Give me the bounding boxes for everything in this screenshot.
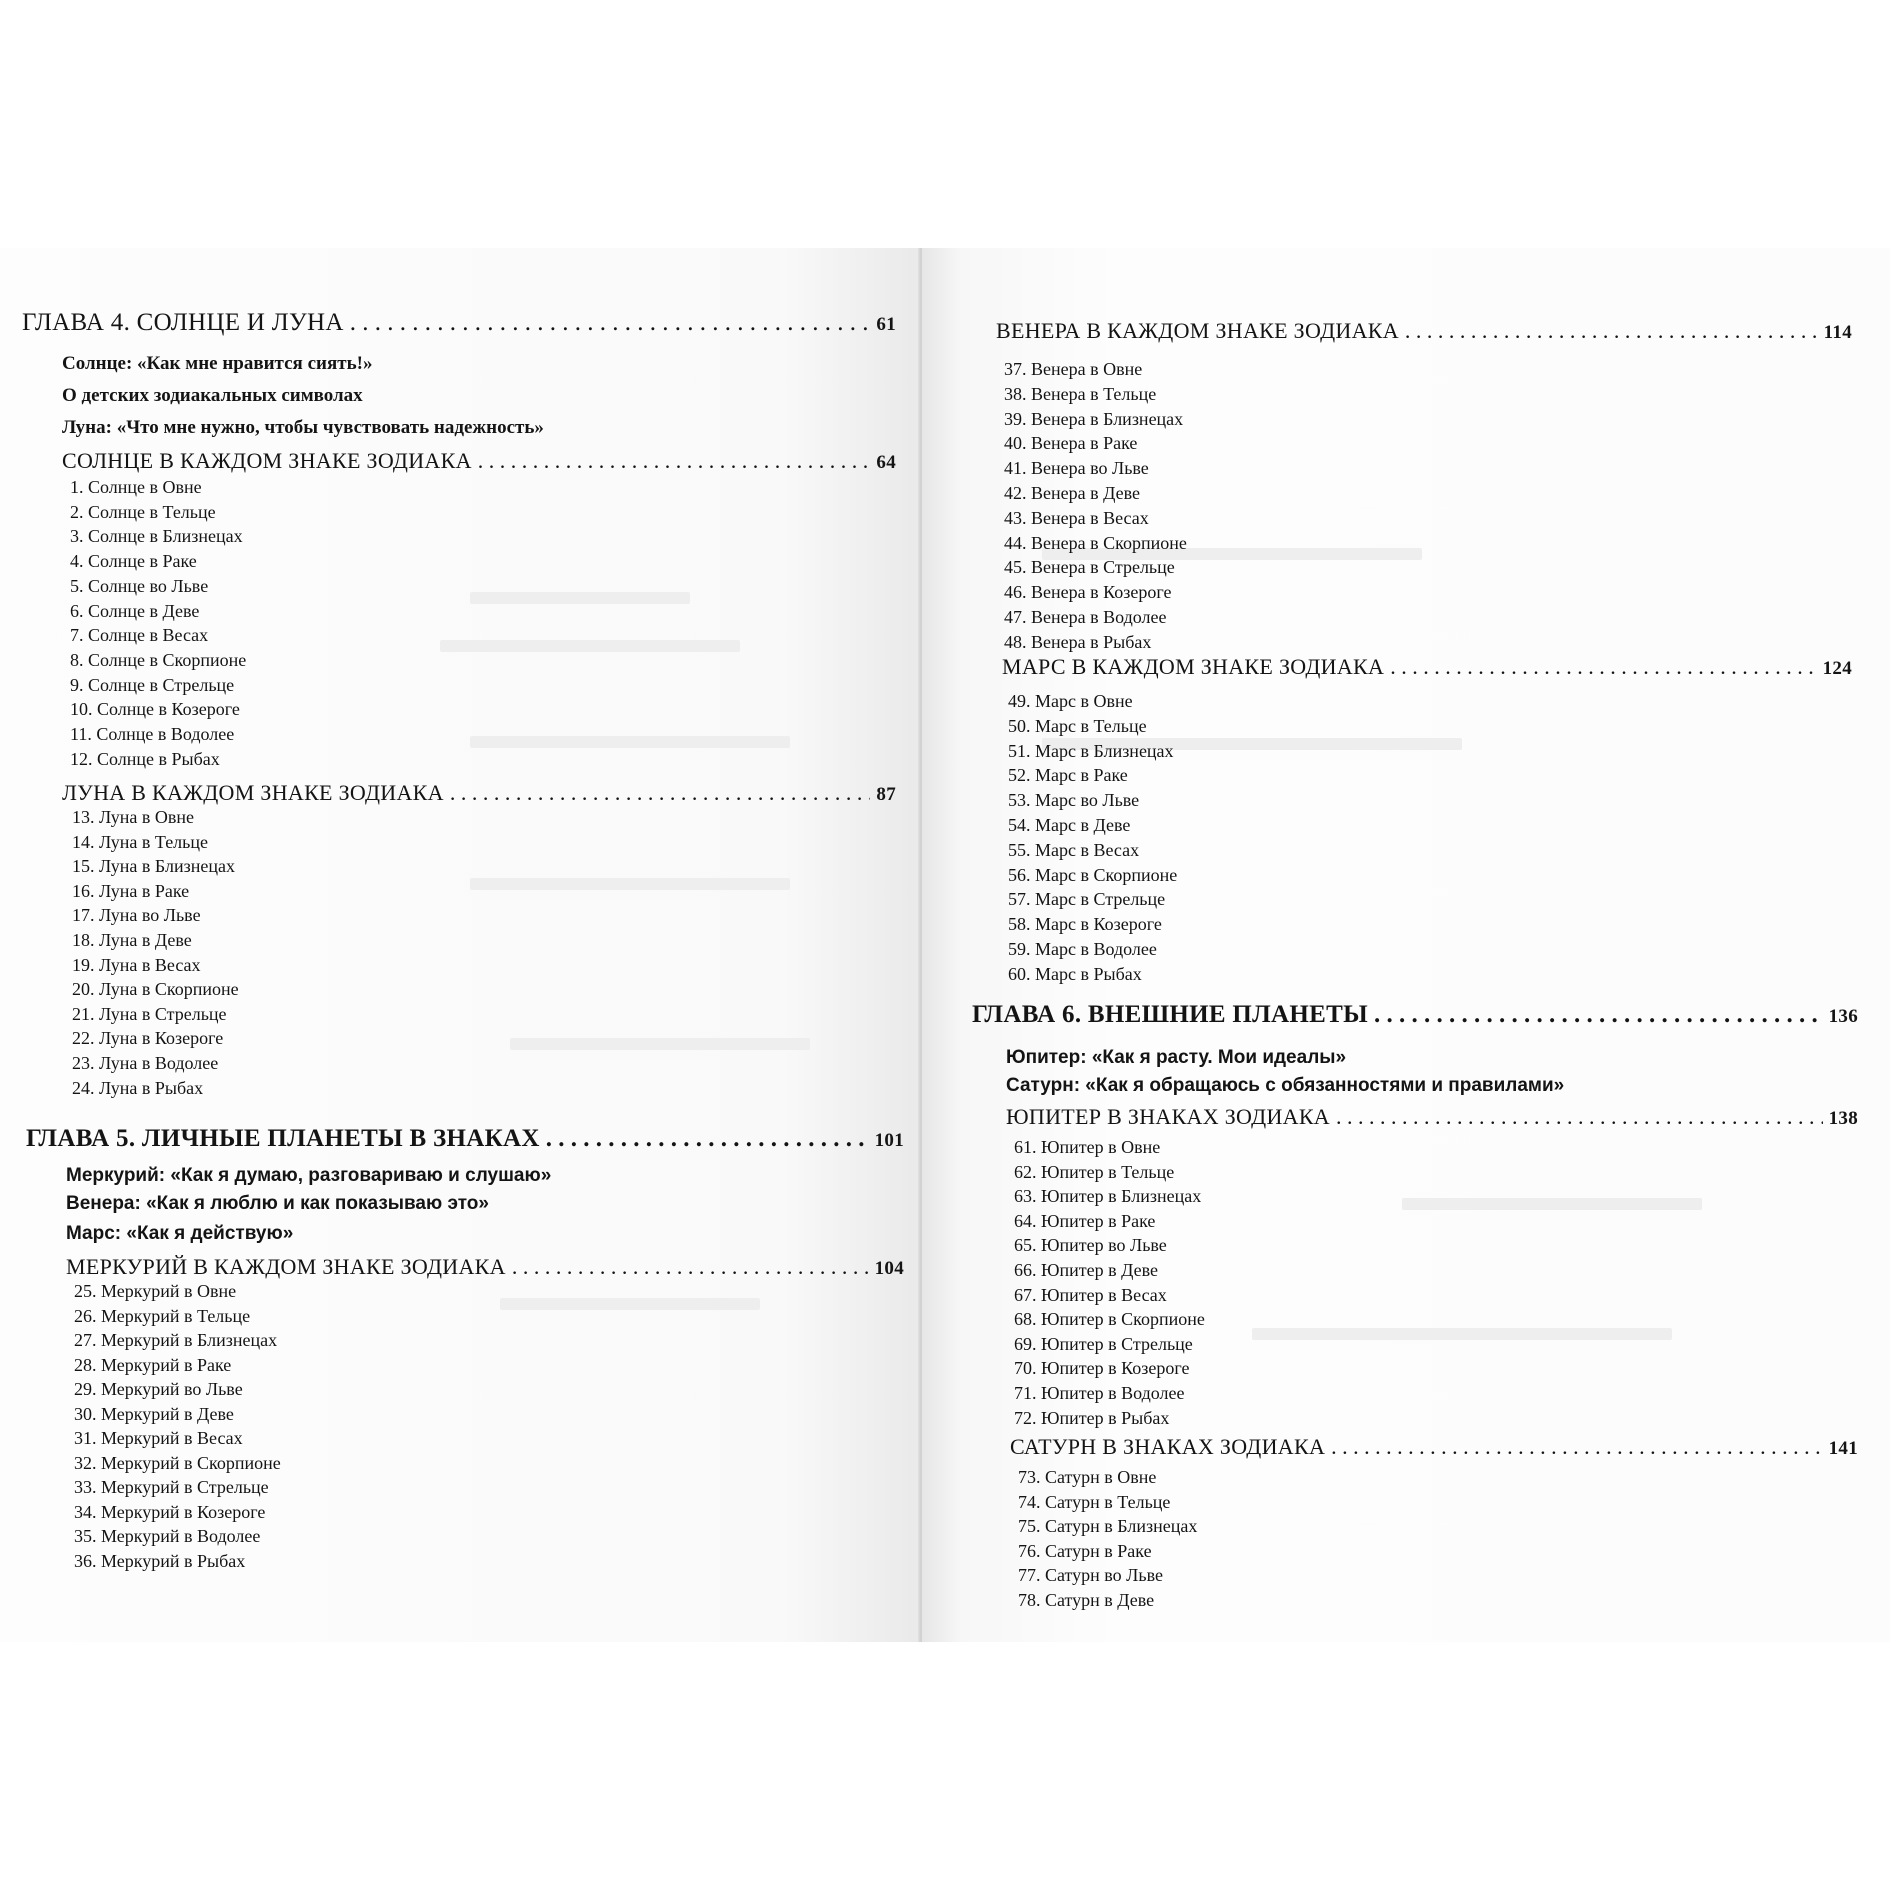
moon-list-item-text: 19. Луна в Весах [72, 954, 201, 975]
sun-list-item [70, 503, 216, 521]
chapter-4-subtopic [62, 386, 363, 405]
moon-list-item-text: 16. Луна в Раке [72, 880, 190, 901]
dot-leader [1331, 1436, 1822, 1458]
dot-leader [350, 310, 871, 335]
moon-list-item-text: 15. Луна в Близнецах [72, 856, 235, 877]
chapter-4-subtopic [62, 418, 544, 437]
sun-list-item [70, 750, 220, 768]
saturn-list-item-text: 73. Сатурн в Овне [1018, 1467, 1157, 1487]
mars-list-item [1008, 692, 1133, 710]
venus-list-item [1004, 459, 1149, 477]
saturn-section-heading [1010, 1436, 1858, 1458]
mars-section-heading-page-number: 124 [1822, 658, 1852, 679]
mercury-list-item [74, 1527, 260, 1545]
jupiter-list-item-text: 66. Юпитер в Деве [1014, 1260, 1158, 1280]
mercury-list-item-text: 35. Меркурий в Водолее [74, 1526, 261, 1546]
chapter-4-heading-page-number: 61 [876, 314, 896, 335]
sun-list-item [70, 577, 208, 595]
moon-section-heading-page-number: 87 [876, 784, 896, 805]
jupiter-list-item-text: 61. Юпитер в Овне [1014, 1137, 1161, 1157]
chapter-6-subtopic-text: Сатурн: «Как я обращаюсь с обязанностями и правилами» [1006, 1075, 1565, 1096]
venus-list-item [1004, 558, 1175, 576]
chapter-5-subtopic [66, 1224, 293, 1243]
sun-list-item-text: 9. Солнце в Стрельце [70, 674, 235, 695]
jupiter-list-item [1014, 1187, 1201, 1205]
sun-list-item-text: 6. Солнце в Деве [70, 600, 200, 621]
mars-list-item-text: 58. Марс в Козероге [1008, 914, 1162, 935]
moon-list-item [72, 1079, 203, 1097]
sun-list-item [70, 552, 197, 570]
mercury-list-item [74, 1454, 281, 1472]
sun-list-item-text: 11. Солнце в Водолее [70, 724, 235, 744]
saturn-list-item-text: 78. Сатурн в Деве [1018, 1590, 1155, 1610]
mars-list-item-text: 57. Марс в Стрельце [1008, 889, 1166, 910]
moon-list-item [72, 1005, 227, 1023]
sun-section-heading [62, 450, 896, 472]
jupiter-list-item [1014, 1286, 1167, 1304]
chapter-4-subtopic [62, 354, 372, 373]
jupiter-list-item-text: 68. Юпитер в Скорпионе [1014, 1309, 1205, 1330]
venus-list-item-text: 45. Венера в Стрельце [1004, 557, 1175, 578]
mercury-list-item [74, 1552, 245, 1570]
mercury-section-heading [66, 1256, 904, 1278]
sun-list-item-text: 3. Солнце в Близнецах [70, 526, 243, 547]
mars-list-item-text: 50. Марс в Тельце [1008, 715, 1147, 736]
saturn-list-item [1018, 1566, 1163, 1584]
mercury-list-item-text: 34. Меркурий в Козероге [74, 1501, 266, 1522]
mercury-list-item-text: 28. Меркурий в Раке [74, 1354, 232, 1375]
saturn-list-item [1018, 1468, 1156, 1486]
mercury-list-item-text: 25. Меркурий в Овне [74, 1281, 237, 1301]
jupiter-list-item-text: 63. Юпитер в Близнецах [1014, 1186, 1202, 1207]
right-page [922, 248, 1890, 1642]
jupiter-list-item [1014, 1359, 1189, 1377]
jupiter-list-item-text: 67. Юпитер в Весах [1014, 1284, 1167, 1305]
sun-list-item-text: 1. Солнце в Овне [70, 477, 202, 497]
book-spread [0, 248, 1890, 1642]
sun-list-item [70, 725, 234, 743]
mars-list-item [1008, 866, 1177, 884]
jupiter-list-item [1014, 1384, 1185, 1402]
moon-list-item-text: 20. Луна в Скорпионе [72, 979, 239, 1000]
saturn-list-item [1018, 1517, 1197, 1535]
sun-list-item [70, 626, 208, 644]
left-toc [0, 248, 922, 1642]
jupiter-list-item-text: 71. Юпитер в Водолее [1014, 1383, 1185, 1403]
moon-list-item [72, 980, 239, 998]
sun-list-item-text: 8. Солнце в Скорпионе [70, 649, 247, 670]
mercury-list-item [74, 1380, 243, 1398]
venus-list-item [1004, 583, 1171, 601]
mercury-section-heading-title: МЕРКУРИЙ В КАЖДОМ ЗНАКЕ ЗОДИАКА [66, 1254, 506, 1279]
jupiter-section-heading-page-number: 138 [1828, 1108, 1858, 1129]
moon-list-item-text: 21. Луна в Стрельце [72, 1003, 227, 1024]
dot-leader [1405, 320, 1818, 342]
saturn-list-item [1018, 1542, 1152, 1560]
mars-list-item [1008, 915, 1162, 933]
venus-list-item [1004, 484, 1140, 502]
chapter-6-heading-page-number: 136 [1828, 1006, 1858, 1027]
jupiter-list-item-text: 65. Юпитер во Льве [1014, 1235, 1167, 1256]
jupiter-list-item [1014, 1261, 1158, 1279]
mars-section-heading-title: МАРС В КАЖДОМ ЗНАКЕ ЗОДИАКА [1002, 654, 1385, 679]
sun-list-item [70, 478, 202, 496]
jupiter-list-item-text: 70. Юпитер в Козероге [1014, 1358, 1190, 1379]
venus-list-item-text: 40. Венера в Раке [1004, 433, 1138, 454]
jupiter-list-item-text: 69. Юпитер в Стрельце [1014, 1333, 1193, 1354]
chapter-5-subtopic-text: Марс: «Как я действую» [66, 1223, 294, 1244]
right-toc [922, 248, 1890, 1642]
moon-list-item [72, 833, 208, 851]
mercury-list-item-text: 36. Меркурий в Рыбах [74, 1550, 246, 1571]
mercury-list-item-text: 27. Меркурий в Близнецах [74, 1330, 278, 1350]
jupiter-list-item [1014, 1409, 1169, 1427]
mars-section-heading [1002, 656, 1852, 678]
moon-list-item-text: 23. Луна в Водолее [72, 1053, 219, 1073]
mercury-list-item-text: 30. Меркурий в Деве [74, 1403, 234, 1424]
venus-list-item [1004, 410, 1183, 428]
venus-list-item-text: 38. Венера в Тельце [1004, 383, 1157, 404]
venus-list-item [1004, 434, 1137, 452]
mercury-list-item-text: 31. Меркурий в Весах [74, 1428, 243, 1448]
left-page [0, 248, 922, 1642]
mercury-list-item-text: 32. Меркурий в Скорпионе [74, 1452, 281, 1473]
moon-list-item [72, 931, 192, 949]
dot-leader [1390, 656, 1816, 678]
mars-list-item [1008, 965, 1142, 983]
venus-list-item-text: 44. Венера в Скорпионе [1004, 532, 1187, 553]
chapter-5-heading [26, 1126, 904, 1151]
mars-list-item [1008, 890, 1165, 908]
sun-list-item [70, 602, 199, 620]
jupiter-list-item [1014, 1310, 1205, 1328]
mercury-list-item [74, 1331, 277, 1349]
dot-leader [1336, 1106, 1823, 1128]
moon-list-item-text: 18. Луна в Деве [72, 930, 192, 950]
chapter-5-heading-page-number: 101 [874, 1130, 904, 1151]
moon-list-item-text: 17. Луна во Льве [72, 905, 201, 926]
mars-list-item-text: 52. Марс в Раке [1008, 765, 1128, 786]
mars-list-item-text: 54. Марс в Деве [1008, 815, 1131, 835]
venus-section-heading-page-number: 114 [1823, 322, 1852, 343]
venus-list-item-text: 41. Венера во Льве [1004, 458, 1149, 479]
mars-list-item [1008, 940, 1157, 958]
chapter-4-subtopic-text: Луна: «Что мне нужно, чтобы чувствовать надежность» [62, 417, 544, 438]
sun-section-heading-title: СОЛНЦЕ В КАЖДОМ ЗНАКЕ ЗОДИАКА [62, 448, 472, 473]
moon-section-heading [62, 782, 896, 804]
dot-leader [478, 450, 871, 472]
venus-list-item-text: 43. Венера в Весах [1004, 507, 1149, 528]
mars-list-item [1008, 742, 1174, 760]
mars-list-item [1008, 766, 1128, 784]
chapter-4-subtopic-text: Солнце: «Как мне нравится сиять!» [62, 353, 373, 374]
jupiter-list-item-text: 62. Юпитер в Тельце [1014, 1161, 1175, 1182]
sun-list-item [70, 700, 240, 718]
venus-section-heading [996, 320, 1852, 342]
chapter-6-heading-title: ГЛАВА 6. ВНЕШНИЕ ПЛАНЕТЫ [972, 1001, 1368, 1028]
mars-list-item-text: 53. Марс во Льве [1008, 790, 1140, 811]
venus-list-item-text: 39. Венера в Близнецах [1004, 408, 1184, 429]
chapter-5-subtopic [66, 1166, 551, 1185]
dot-leader [512, 1256, 869, 1278]
moon-list-item [72, 808, 194, 826]
jupiter-section-heading [1006, 1106, 1858, 1128]
chapter-4-heading [22, 310, 896, 335]
chapter-5-subtopic-text: Меркурий: «Как я думаю, разговариваю и слушаю» [66, 1165, 552, 1186]
mercury-section-heading-page-number: 104 [874, 1258, 904, 1279]
venus-list-item-text: 48. Венера в Рыбах [1004, 631, 1152, 652]
sun-list-item-text: 4. Солнце в Раке [70, 551, 197, 572]
mars-list-item-text: 51. Марс в Близнецах [1008, 740, 1174, 761]
moon-list-item-text: 14. Луна в Тельце [72, 831, 208, 852]
jupiter-list-item [1014, 1138, 1160, 1156]
mars-list-item [1008, 717, 1147, 735]
chapter-5-subtopic-text: Венера: «Как я люблю и как показываю это» [66, 1193, 489, 1214]
moon-list-item-text: 24. Луна в Рыбах [72, 1077, 204, 1098]
mars-list-item-text: 60. Марс в Рыбах [1008, 963, 1142, 984]
saturn-list-item-text: 77. Сатурн во Льве [1018, 1565, 1163, 1586]
sun-list-item-text: 2. Солнце в Тельце [70, 501, 216, 522]
jupiter-section-heading-title: ЮПИТЕР В ЗНАКАХ ЗОДИАКА [1006, 1104, 1330, 1129]
mercury-list-item-text: 33. Меркурий в Стрельце [74, 1477, 269, 1497]
moon-list-item [72, 956, 201, 974]
dot-leader [1374, 1002, 1823, 1027]
jupiter-list-item [1014, 1212, 1155, 1230]
sun-list-item-text: 12. Солнце в Рыбах [70, 748, 220, 769]
jupiter-list-item-text: 72. Юпитер в Рыбах [1014, 1407, 1170, 1428]
jupiter-list-item [1014, 1163, 1174, 1181]
saturn-list-item-text: 75. Сатурн в Близнецах [1018, 1516, 1198, 1537]
saturn-section-heading-page-number: 141 [1828, 1438, 1858, 1459]
dot-leader [546, 1126, 869, 1151]
moon-list-item [72, 1054, 218, 1072]
venus-list-item-text: 47. Венера в Водолее [1004, 607, 1167, 627]
chapter-6-subtopic [1006, 1048, 1346, 1067]
jupiter-list-item [1014, 1335, 1193, 1353]
chapter-6-subtopic [1006, 1076, 1564, 1095]
mars-list-item [1008, 816, 1130, 834]
sun-list-item [70, 676, 234, 694]
saturn-list-item-text: 74. Сатурн в Тельце [1018, 1491, 1171, 1512]
mercury-list-item [74, 1307, 250, 1325]
moon-list-item-text: 22. Луна в Козероге [72, 1028, 224, 1049]
mars-list-item-text: 55. Марс в Весах [1008, 839, 1140, 860]
moon-list-item [72, 1029, 223, 1047]
jupiter-list-item [1014, 1236, 1167, 1254]
chapter-6-subtopic-text: Юпитер: «Как я расту. Мои идеалы» [1006, 1047, 1347, 1068]
moon-section-heading-title: ЛУНА В КАЖДОМ ЗНАКЕ ЗОДИАКА [62, 780, 444, 805]
sun-list-item-text: 5. Солнце во Льве [70, 575, 209, 596]
moon-list-item-text: 13. Луна в Овне [72, 807, 195, 827]
mars-list-item [1008, 791, 1139, 809]
saturn-list-item [1018, 1591, 1154, 1609]
venus-list-item [1004, 608, 1166, 626]
chapter-5-subtopic [66, 1194, 489, 1213]
chapter-5-heading-title: ГЛАВА 5. ЛИЧНЫЕ ПЛАНЕТЫ В ЗНАКАХ [26, 1125, 540, 1152]
saturn-list-item-text: 76. Сатурн в Раке [1018, 1540, 1152, 1561]
venus-list-item [1004, 534, 1187, 552]
sun-list-item [70, 651, 246, 669]
venus-list-item-text: 46. Венера в Козероге [1004, 582, 1172, 603]
venus-list-item [1004, 360, 1142, 378]
mercury-list-item [74, 1282, 236, 1300]
venus-list-item [1004, 633, 1151, 651]
sun-list-item-text: 10. Солнце в Козероге [70, 699, 240, 720]
mercury-list-item [74, 1478, 269, 1496]
moon-list-item [72, 882, 189, 900]
dot-leader [450, 782, 871, 804]
mars-list-item-text: 56. Марс в Скорпионе [1008, 864, 1178, 885]
moon-list-item [72, 857, 235, 875]
chapter-4-subtopic-text: О детских зодиакальных символах [62, 385, 363, 406]
venus-section-heading-title: ВЕНЕРА В КАЖДОМ ЗНАКЕ ЗОДИАКА [996, 318, 1399, 343]
venus-list-item-text: 37. Венера в Овне [1004, 359, 1143, 379]
mercury-list-item [74, 1429, 243, 1447]
venus-list-item [1004, 385, 1156, 403]
mercury-list-item [74, 1503, 265, 1521]
saturn-list-item [1018, 1493, 1170, 1511]
venus-list-item-text: 42. Венера в Деве [1004, 483, 1140, 503]
mars-list-item-text: 49. Марс в Овне [1008, 691, 1133, 711]
mars-list-item [1008, 841, 1139, 859]
sun-list-item-text: 7. Солнце в Весах [70, 625, 209, 646]
sun-section-heading-page-number: 64 [876, 452, 896, 473]
chapter-4-heading-title: ГЛАВА 4. СОЛНЦЕ И ЛУНА [22, 309, 344, 336]
moon-list-item [72, 906, 201, 924]
mercury-list-item [74, 1405, 234, 1423]
mercury-list-item-text: 26. Меркурий в Тельце [74, 1305, 251, 1326]
venus-list-item [1004, 509, 1149, 527]
sun-list-item [70, 527, 243, 545]
saturn-section-heading-title: САТУРН В ЗНАКАХ ЗОДИАКА [1010, 1434, 1326, 1459]
chapter-6-heading [972, 1002, 1858, 1027]
jupiter-list-item-text: 64. Юпитер в Раке [1014, 1210, 1156, 1231]
mars-list-item-text: 59. Марс в Водолее [1008, 939, 1157, 959]
mercury-list-item-text: 29. Меркурий во Льве [74, 1379, 243, 1399]
mercury-list-item [74, 1356, 231, 1374]
